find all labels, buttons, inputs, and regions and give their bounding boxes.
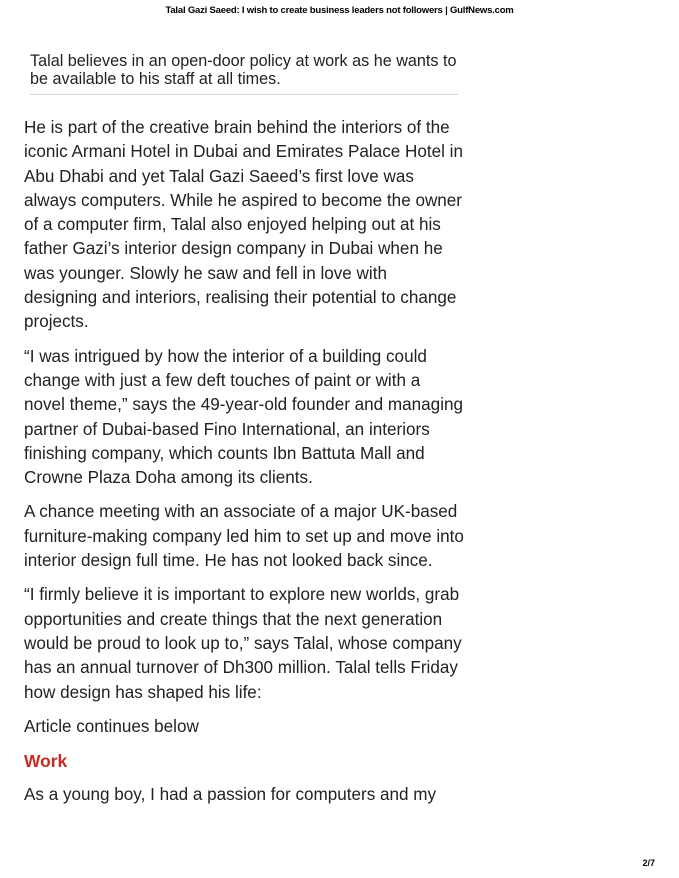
article-body bbox=[24, 116, 464, 817]
article-continues-note: Article continues below bbox=[24, 716, 199, 736]
image-caption: Talal believes in an open-door policy at work as he wants to be available to his staff at all times. bbox=[30, 52, 458, 95]
article-paragraph-3: A chance meeting with an associate of a major UK-based furniture-making company led him to set up and move into interior design full time. He has not looked back since. bbox=[24, 502, 464, 571]
page-number: 2/7 bbox=[642, 858, 655, 868]
article-paragraph-2: “I was intrigued by how the interior of a building could change with just a few deft touches of paint or with a novel theme,” says the 49-year-old founder and managing partner of Dubai-based Fino International, an interiors finishing company, which counts Ibn Battuta Mall and Crowne Plaza Doha among its clients. bbox=[24, 346, 464, 488]
page-header-title: Talal Gazi Saeed: I wish to create business leaders not followers | GulfNews.com bbox=[165, 5, 514, 16]
section-heading-work: Work bbox=[24, 751, 68, 772]
article-paragraph-1: He is part of the creative brain behind the interiors of the iconic Armani Hotel in Dubai and Emirates Palace Hotel in Abu Dhabi and yet Talal Gazi Saeed’s first love was always computers. While he aspired to become the owner of a computer firm, Talal also enjoyed helping out at his father Gazi’s interior design company in Dubai when he was younger. Slowly he saw and fell in love with designing and interiors, realising their potential to change projects. bbox=[24, 118, 463, 332]
article-paragraph-work: As a young boy, I had a passion for computers and my bbox=[24, 785, 437, 805]
article-paragraph-4: “I firmly believe it is important to explore new worlds, grab opportunities and create things that the next generation would be proud to look up to,” says Talal, whose company has an annual turnover of Dh300 million. Talal tells Friday how design has shaped his life: bbox=[24, 585, 462, 702]
